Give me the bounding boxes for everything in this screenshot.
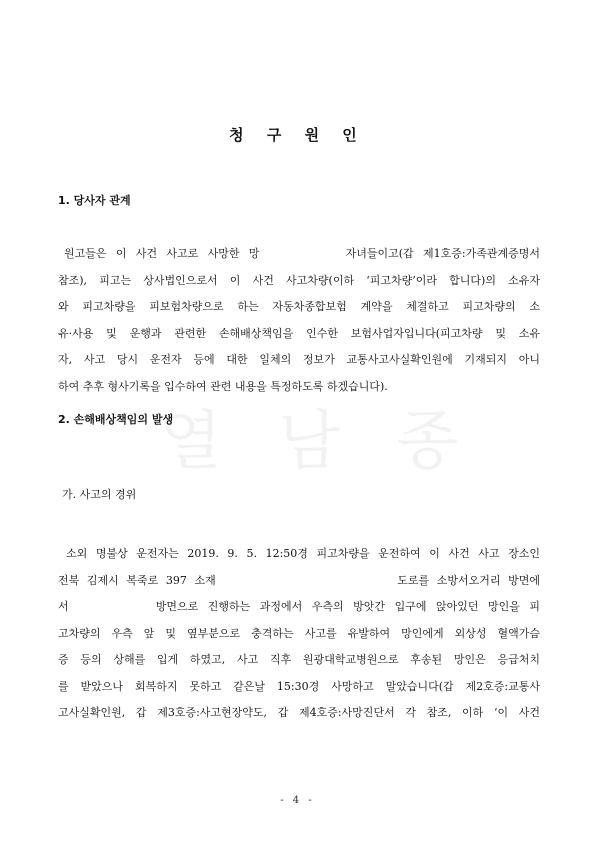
- body-line: 고차량의 우측 앞 및 옆부분으로 충격하는 사고를 유발하여 망인에게 외상성 혈액가슴: [58, 626, 540, 640]
- watermark-logo: 열 남 종: [160, 405, 477, 479]
- section-accident-body: [58, 541, 540, 727]
- body-line: 유·사용 및 운행과 관련한 손해배상책임을 인수한 보험사업자입니다(피고차량 및 소유: [58, 326, 540, 340]
- body-line: 와 피고차량을 피보험차량으로 하는 자동차종합보험 계약을 체결하고 피고차량의 소: [58, 300, 540, 313]
- body-line: 자, 사고 당시 운전자 등에 대한 일체의 정보가 교통사고사실확인원에 기재되지 아니: [58, 353, 540, 366]
- body-line: 고사실확인원, 갑 제3호증:사고현장약도, 갑 제4호증:사망진단서 각 참조, 이하 ‘이 사건: [58, 706, 540, 719]
- body-line: 를 받았으나 회복하지 못하고 같은날 15:30경 사망하고 말았습니다(갑 제2호증:교통사: [58, 679, 540, 693]
- body-line: 서 방면으로 진행하는 과정에서 우측의 방앗간 입구에 앉아있던 망인을 피: [58, 600, 540, 613]
- body-line: 하여 추후 형사기록을 입수하여 관련 내용을 특정하도록 하겠습니다).: [58, 379, 388, 393]
- subsection-heading-accident: 가. 사고의 경위: [62, 488, 137, 501]
- page-title: 청 구 원 인: [229, 126, 366, 144]
- body-line: 전북 김제시 복죽로 397 소재 도로를 소방서오거리 방면에: [58, 573, 540, 587]
- body-line: 소외 명불상 운전자는 2019. 9. 5. 12:50경 피고차량을 운전하여 이 사건 사고 장소인: [66, 547, 540, 560]
- body-line: 원고들은 이 사건 사고로 사망한 망 자녀들이고(갑 제1호증:가족관계증명서: [64, 247, 540, 260]
- page-number: - 4 -: [280, 795, 315, 806]
- section-parties-body: [58, 241, 540, 400]
- section-heading-liability: 2. 손해배상책임의 발생: [58, 413, 174, 426]
- body-line: 참조), 피고는 상사법인으로서 이 사건 사고차량(이하 ‘피고차량’이라 합니다)의 소유자: [58, 273, 540, 287]
- body-line: 증 등의 상해를 입게 하였고, 사고 직후 원광대학교병원으로 후송된 망인은 응급처치: [58, 653, 540, 666]
- section-heading-parties: 1. 당사자 관계: [58, 194, 131, 207]
